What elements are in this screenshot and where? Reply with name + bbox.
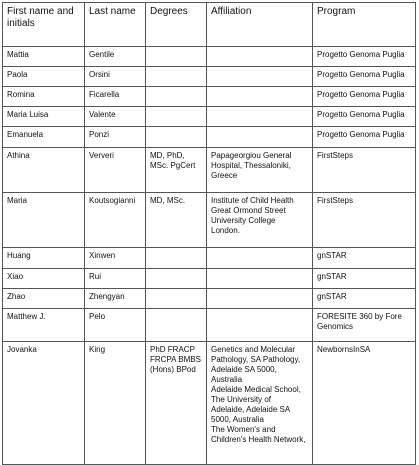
last-name-cell [85, 269, 146, 289]
header-affiliation: Affiliation [207, 3, 313, 47]
header-row [3, 3, 416, 47]
cell-text: Pelo [89, 312, 106, 321]
last-name-cell [85, 193, 146, 248]
program-cell [313, 127, 416, 148]
first-name-cell [3, 87, 85, 107]
table-row [3, 289, 416, 309]
first-name-cell [3, 107, 85, 127]
cell-text: Progetto Genoma Puglia [317, 110, 405, 119]
cell-text: gnSTAR [317, 272, 347, 281]
cell-text: Progetto Genoma Puglia [317, 130, 405, 139]
program-cell [313, 309, 416, 342]
affiliation-cell [207, 309, 313, 342]
program-cell [313, 47, 416, 67]
degrees-cell [146, 342, 207, 465]
degrees-cell [146, 309, 207, 342]
degrees-cell [146, 193, 207, 248]
cell-text: Jovanka [7, 345, 37, 354]
first-name-cell [3, 148, 85, 193]
first-name-cell [3, 67, 85, 87]
degrees-cell [146, 148, 207, 193]
cell-text: Emanuela [7, 130, 44, 139]
cell-text: FirstSteps [317, 196, 354, 205]
cell-text: FirstSteps [317, 151, 354, 160]
cell-text: Maria [7, 196, 28, 205]
last-name-cell [85, 248, 146, 269]
table-row [3, 342, 416, 465]
first-name-cell [3, 127, 85, 148]
cell-text: Orsini [89, 70, 110, 79]
header-degrees: Degrees [146, 3, 207, 47]
cell-text: MD, MSc. [150, 196, 186, 205]
degrees-cell [146, 87, 207, 107]
degrees-cell [146, 127, 207, 148]
affiliation-cell [207, 248, 313, 269]
affiliation-cell [207, 342, 313, 465]
cell-text: Huang [7, 251, 31, 260]
affiliation-cell [207, 107, 313, 127]
affiliation-cell [207, 87, 313, 107]
table-row [3, 193, 416, 248]
cell-text: Maria Luisa [7, 110, 49, 119]
program-cell [313, 342, 416, 465]
last-name-cell [85, 148, 146, 193]
cell-text: Progetto Genoma Puglia [317, 70, 405, 79]
cell-text: Athina [7, 151, 30, 160]
degrees-cell [146, 248, 207, 269]
cell-text: Paola [7, 70, 28, 79]
last-name-cell [85, 67, 146, 87]
cell-text: gnSTAR [317, 251, 347, 260]
affiliation-cell [207, 67, 313, 87]
table-row [3, 107, 416, 127]
cell-text: Xiao [7, 272, 24, 281]
cell-text: Valente [89, 110, 116, 119]
affiliation-cell [207, 148, 313, 193]
program-cell [313, 193, 416, 248]
cell-text: King [89, 345, 106, 354]
cell-text: Ponzi [89, 130, 110, 139]
affiliation-cell [207, 47, 313, 67]
table-row [3, 127, 416, 148]
cell-text: Papageorgiou General Hospital, Thessaloniki, Greece [211, 151, 292, 180]
table-row [3, 87, 416, 107]
table-body [3, 47, 416, 465]
first-name-cell [3, 248, 85, 269]
header-program: Program [313, 3, 416, 47]
degrees-cell [146, 107, 207, 127]
affiliation-cell [207, 127, 313, 148]
last-name-cell [85, 127, 146, 148]
cell-text: PhD FRACP FRCPA BMBS (Hons) BPod [150, 345, 201, 374]
cell-text: Ficarella [89, 90, 120, 99]
cell-text: gnSTAR [317, 292, 347, 301]
cell-text: Matthew J. [7, 312, 46, 321]
first-name-cell [3, 47, 85, 67]
affiliation-cell [207, 289, 313, 309]
cell-text: Rui [89, 272, 102, 281]
program-cell [313, 289, 416, 309]
degrees-cell [146, 269, 207, 289]
program-cell [313, 87, 416, 107]
table-row [3, 269, 416, 289]
affiliation-cell [207, 269, 313, 289]
table-row [3, 248, 416, 269]
first-name-cell [3, 342, 85, 465]
cell-text: Progetto Genoma Puglia [317, 90, 405, 99]
table-row [3, 148, 416, 193]
program-cell [313, 107, 416, 127]
last-name-cell [85, 87, 146, 107]
degrees-cell [146, 47, 207, 67]
cell-text: MD, PhD, MSc. PgCert [150, 151, 196, 170]
cell-text: FORESITE 360 by Fore Genomics [317, 312, 402, 331]
program-cell [313, 148, 416, 193]
table-row [3, 67, 416, 87]
last-name-cell [85, 289, 146, 309]
cell-text: Gentile [89, 50, 115, 59]
cell-text: Mattia [7, 50, 29, 59]
cell-text: Genetics and Molecular Pathology, SA Pathology, Adelaide SA 5000, Australia Adelaide Medical School, The University of Adelaide, Adelaide SA 5000, Australia The Women's and Children's Health Network, [211, 345, 306, 444]
program-cell [313, 67, 416, 87]
first-name-cell [3, 289, 85, 309]
last-name-cell [85, 107, 146, 127]
cell-text: Zhao [7, 292, 26, 301]
cell-text: Xinwen [89, 251, 116, 260]
program-cell [313, 248, 416, 269]
cell-text: Zhengyan [89, 292, 125, 301]
table-row [3, 309, 416, 342]
first-name-cell [3, 309, 85, 342]
cell-text: NewbornsInSA [317, 345, 371, 354]
affiliation-cell [207, 193, 313, 248]
header-last-name: Last name [85, 3, 146, 47]
participants-table [2, 2, 416, 465]
last-name-cell [85, 342, 146, 465]
program-cell [313, 269, 416, 289]
cell-text: Progetto Genoma Puglia [317, 50, 405, 59]
last-name-cell [85, 309, 146, 342]
cell-text: Romina [7, 90, 35, 99]
degrees-cell [146, 289, 207, 309]
degrees-cell [146, 67, 207, 87]
cell-text: Ververi [89, 151, 114, 160]
header-first-name: First name and initials [3, 3, 85, 47]
last-name-cell [85, 47, 146, 67]
table-row [3, 47, 416, 67]
cell-text: Koutsogianni [89, 196, 136, 205]
first-name-cell [3, 193, 85, 248]
cell-text: Institute of Child Health Great Ormond Street University College London. [211, 196, 294, 235]
first-name-cell [3, 269, 85, 289]
